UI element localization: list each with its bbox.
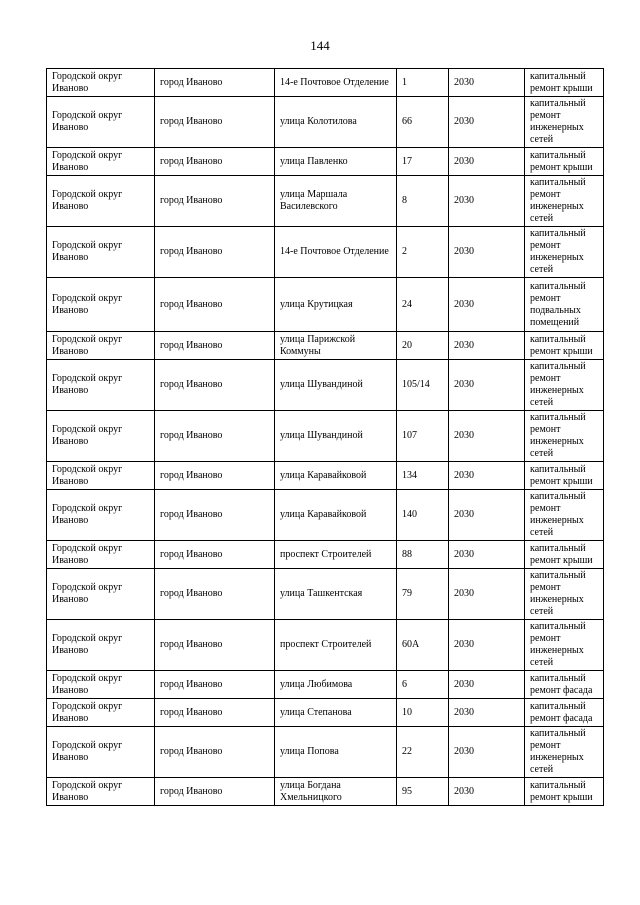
city-cell: город Иваново (155, 278, 275, 332)
city-cell: город Иваново (155, 227, 275, 278)
city-cell: город Иваново (155, 778, 275, 806)
year-cell: 2030 (449, 569, 525, 620)
table-row (47, 490, 604, 541)
work-type-cell: капитальный ремонт крыши (525, 778, 604, 806)
year-cell: 2030 (449, 360, 525, 411)
street-cell: 14-е Почтовое Отделение (275, 227, 397, 278)
house-number-cell: 24 (397, 278, 449, 332)
table-row (47, 227, 604, 278)
district-cell: Городской округ Иваново (47, 569, 155, 620)
table-row (47, 332, 604, 360)
table-row (47, 727, 604, 778)
city-cell: город Иваново (155, 541, 275, 569)
year-cell: 2030 (449, 97, 525, 148)
year-cell: 2030 (449, 671, 525, 699)
district-cell: Городской округ Иваново (47, 148, 155, 176)
house-number-cell: 2 (397, 227, 449, 278)
street-cell: улица Каравайковой (275, 490, 397, 541)
street-cell: улица Ташкентская (275, 569, 397, 620)
year-cell: 2030 (449, 278, 525, 332)
district-cell: Городской округ Иваново (47, 671, 155, 699)
street-cell: проспект Строителей (275, 541, 397, 569)
district-cell: Городской округ Иваново (47, 620, 155, 671)
work-type-cell: капитальный ремонт крыши (525, 332, 604, 360)
year-cell: 2030 (449, 462, 525, 490)
street-cell: улица Попова (275, 727, 397, 778)
city-cell: город Иваново (155, 176, 275, 227)
year-cell: 2030 (449, 490, 525, 541)
table-row (47, 462, 604, 490)
table-row (47, 69, 604, 97)
street-cell: 14-е Почтовое Отделение (275, 69, 397, 97)
work-type-cell: капитальный ремонт фасада (525, 699, 604, 727)
district-cell: Городской округ Иваново (47, 699, 155, 727)
district-cell: Городской округ Иваново (47, 462, 155, 490)
table-row (47, 778, 604, 806)
work-type-cell: капитальный ремонт инженерных сетей (525, 97, 604, 148)
table-row (47, 278, 604, 332)
year-cell: 2030 (449, 411, 525, 462)
city-cell: город Иваново (155, 360, 275, 411)
city-cell: город Иваново (155, 699, 275, 727)
city-cell: город Иваново (155, 620, 275, 671)
district-cell: Городской округ Иваново (47, 97, 155, 148)
district-cell: Городской округ Иваново (47, 778, 155, 806)
table-row (47, 176, 604, 227)
city-cell: город Иваново (155, 148, 275, 176)
district-cell: Городской округ Иваново (47, 227, 155, 278)
year-cell: 2030 (449, 332, 525, 360)
house-number-cell: 10 (397, 699, 449, 727)
work-type-cell: капитальный ремонт подвальных помещений (525, 278, 604, 332)
page-number: 144 (310, 38, 330, 53)
city-cell: город Иваново (155, 462, 275, 490)
work-type-cell: капитальный ремонт крыши (525, 69, 604, 97)
registry-table-body (47, 69, 604, 806)
city-cell: город Иваново (155, 671, 275, 699)
table-row (47, 148, 604, 176)
district-cell: Городской округ Иваново (47, 360, 155, 411)
house-number-cell: 8 (397, 176, 449, 227)
repair-registry-table (46, 68, 604, 806)
work-type-cell: капитальный ремонт инженерных сетей (525, 360, 604, 411)
city-cell: город Иваново (155, 727, 275, 778)
district-cell: Городской округ Иваново (47, 69, 155, 97)
district-cell: Городской округ Иваново (47, 278, 155, 332)
work-type-cell: капитальный ремонт крыши (525, 148, 604, 176)
work-type-cell: капитальный ремонт инженерных сетей (525, 490, 604, 541)
work-type-cell: капитальный ремонт инженерных сетей (525, 620, 604, 671)
district-cell: Городской округ Иваново (47, 411, 155, 462)
house-number-cell: 22 (397, 727, 449, 778)
house-number-cell: 105/14 (397, 360, 449, 411)
street-cell: улица Шувандиной (275, 411, 397, 462)
street-cell: проспект Строителей (275, 620, 397, 671)
district-cell: Городской округ Иваново (47, 332, 155, 360)
street-cell: улица Любимова (275, 671, 397, 699)
work-type-cell: капитальный ремонт инженерных сетей (525, 227, 604, 278)
table-row (47, 699, 604, 727)
year-cell: 2030 (449, 69, 525, 97)
work-type-cell: капитальный ремонт инженерных сетей (525, 727, 604, 778)
house-number-cell: 17 (397, 148, 449, 176)
city-cell: город Иваново (155, 332, 275, 360)
district-cell: Городской округ Иваново (47, 490, 155, 541)
street-cell: улица Крутицкая (275, 278, 397, 332)
work-type-cell: капитальный ремонт инженерных сетей (525, 176, 604, 227)
house-number-cell: 60А (397, 620, 449, 671)
year-cell: 2030 (449, 176, 525, 227)
district-cell: Городской округ Иваново (47, 541, 155, 569)
house-number-cell: 107 (397, 411, 449, 462)
city-cell: город Иваново (155, 97, 275, 148)
street-cell: улица Маршала Василевского (275, 176, 397, 227)
house-number-cell: 79 (397, 569, 449, 620)
table-row (47, 411, 604, 462)
house-number-cell: 1 (397, 69, 449, 97)
table-row (47, 569, 604, 620)
house-number-cell: 140 (397, 490, 449, 541)
year-cell: 2030 (449, 541, 525, 569)
house-number-cell: 6 (397, 671, 449, 699)
table-row (47, 620, 604, 671)
street-cell: улица Каравайковой (275, 462, 397, 490)
table-row (47, 97, 604, 148)
work-type-cell: капитальный ремонт фасада (525, 671, 604, 699)
work-type-cell: капитальный ремонт крыши (525, 541, 604, 569)
city-cell: город Иваново (155, 569, 275, 620)
house-number-cell: 66 (397, 97, 449, 148)
city-cell: город Иваново (155, 411, 275, 462)
street-cell: улица Колотилова (275, 97, 397, 148)
house-number-cell: 20 (397, 332, 449, 360)
work-type-cell: капитальный ремонт крыши (525, 462, 604, 490)
street-cell: улица Степанова (275, 699, 397, 727)
house-number-cell: 95 (397, 778, 449, 806)
street-cell: улица Шувандиной (275, 360, 397, 411)
house-number-cell: 134 (397, 462, 449, 490)
table-row (47, 671, 604, 699)
house-number-cell: 88 (397, 541, 449, 569)
work-type-cell: капитальный ремонт инженерных сетей (525, 569, 604, 620)
district-cell: Городской округ Иваново (47, 727, 155, 778)
table-row (47, 541, 604, 569)
year-cell: 2030 (449, 699, 525, 727)
city-cell: город Иваново (155, 69, 275, 97)
year-cell: 2030 (449, 778, 525, 806)
year-cell: 2030 (449, 727, 525, 778)
street-cell: улица Богдана Хмельницкого (275, 778, 397, 806)
year-cell: 2030 (449, 620, 525, 671)
year-cell: 2030 (449, 227, 525, 278)
work-type-cell: капитальный ремонт инженерных сетей (525, 411, 604, 462)
city-cell: город Иваново (155, 490, 275, 541)
table-row (47, 360, 604, 411)
district-cell: Городской округ Иваново (47, 176, 155, 227)
street-cell: улица Парижской Коммуны (275, 332, 397, 360)
street-cell: улица Павленко (275, 148, 397, 176)
year-cell: 2030 (449, 148, 525, 176)
